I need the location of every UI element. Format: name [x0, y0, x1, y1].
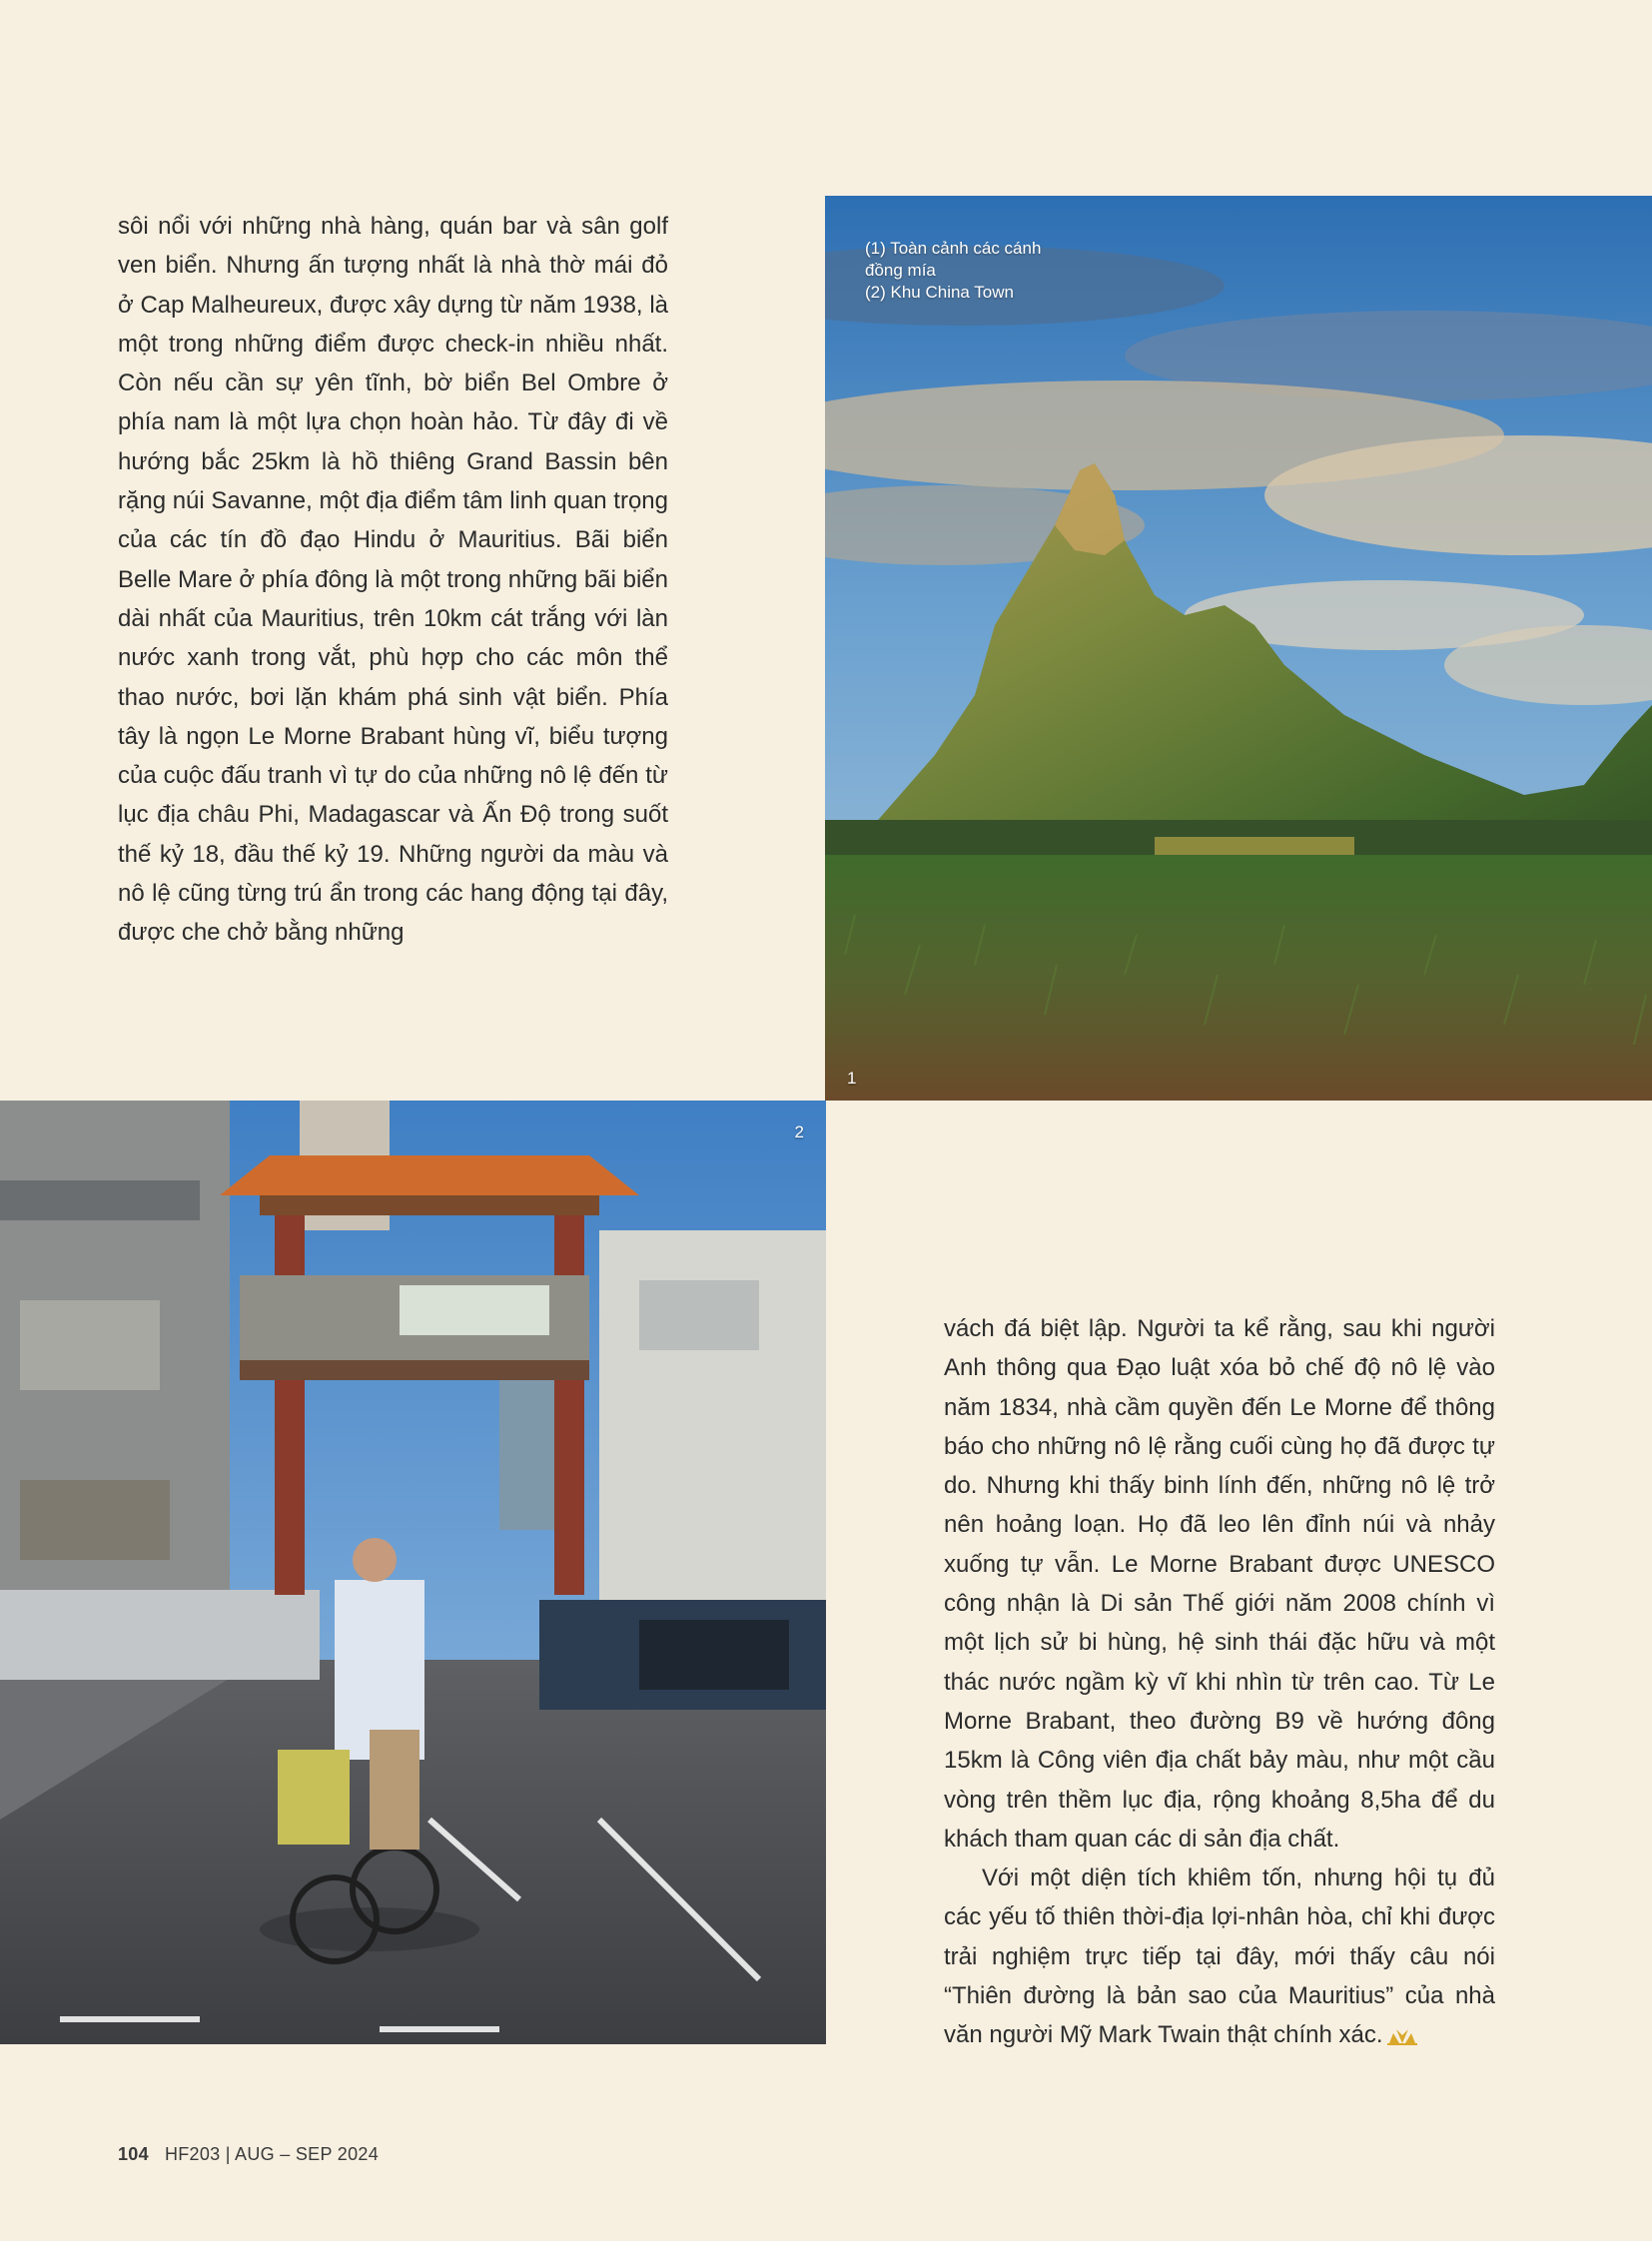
caption-line: (2) Khu China Town [865, 283, 1014, 302]
photo-number: 2 [794, 1122, 804, 1141]
photo-china-town [0, 1101, 826, 2044]
mountain-illustration [825, 196, 1652, 1101]
issue-label: HF203 | AUG – SEP 2024 [164, 2144, 380, 2164]
article-column-right [944, 1309, 1495, 2055]
article-paragraph: sôi nổi với những nhà hàng, quán bar và sân golf ven biển. Nhưng ấn tượng nhất là nhà thờ mái đỏ ở Cap Malheureux, được xây dựng từ năm 1938, là một trong những điểm được check-in nhiều nhất. Còn nếu cần sự yên tĩnh, bờ biển Bel Ombre ở phía nam là một lựa chọn hoàn hảo. Từ đây đi về hướng bắc 25km là hồ thiêng Grand Bassin bên rặng núi Savanne, một địa điểm tâm linh quan trọng của các tín đồ đạo Hindu ở Mauritius. Bãi biển Belle Mare ở phía đông là một trong những bãi biển dài nhất của Mauritius, trên 10km cát trắng với làn nước xanh trong vắt, phù hợp cho các môn thể thao nước, bơi lặn khám phá sinh vật biển. Phía tây là ngọn Le Morne Brabant hùng vĩ, biểu tượng của cuộc đấu tranh vì tự do của những nô lệ đến từ lục địa châu Phi, Madagascar và Ấn Độ trong suốt thế kỷ 18, đầu thế kỷ 19. Những người da màu và nô lệ cũng từng trú ẩn trong các hang động tại đây, được che chở bằng những [118, 213, 669, 947]
caption-line: (1) Toàn cảnh các cánh [865, 239, 1042, 258]
article-paragraph: vách đá biệt lập. Người ta kể rằng, sau khi người Anh thông qua Đạo luật xóa bỏ chế độ nô lệ vào năm 1834, nhà cầm quyền đến Le Morne để thông báo cho những nô lệ rằng cuối cùng họ đã được tự do. Nhưng khi thấy binh lính đến, những nô lệ trở nên hoảng loạn. Họ đã leo lên đỉnh núi và nhảy xuống tự vẫn. Le Morne Brabant được UNESCO công nhận là Di sản Thế giới năm 2008 chính vì một lịch sử bi hùng, hệ sinh thái đặc hữu và một thác nước ngầm kỳ vĩ khi nhìn từ trên cao. Từ Le Morne Brabant, theo đường B9 về hướng đông 15km là Công viên địa chất bảy màu, như một cầu vòng trên thềm lục địa, rộng khoảng 8,5ha để du khách tham quan các di sản địa chất. [944, 1315, 1495, 1853]
article-paragraph-final [944, 1859, 1495, 2054]
photo-le-morne-mountain [825, 196, 1652, 1101]
article-column-left [118, 207, 668, 953]
caption-line: đồng mía [865, 261, 936, 280]
article-paragraph-text: Với một diện tích khiêm tốn, nhưng hội tụ đủ các yếu tố thiên thời-địa lợi-nhân hòa, chỉ khi được trải nghiệm trực tiếp tại đây, mới thấy câu nói “Thiên đường là bản sao của Mauritius” của nhà văn người Mỹ Mark Twain thật chính xác. [944, 1865, 1495, 2049]
lotus-icon [1387, 2025, 1417, 2045]
photo-number: 1 [847, 1069, 857, 1088]
page-footer [118, 2144, 379, 2165]
page-number: 104 [118, 2144, 149, 2164]
photo-caption [865, 238, 1041, 304]
chinatown-illustration [0, 1101, 826, 2044]
